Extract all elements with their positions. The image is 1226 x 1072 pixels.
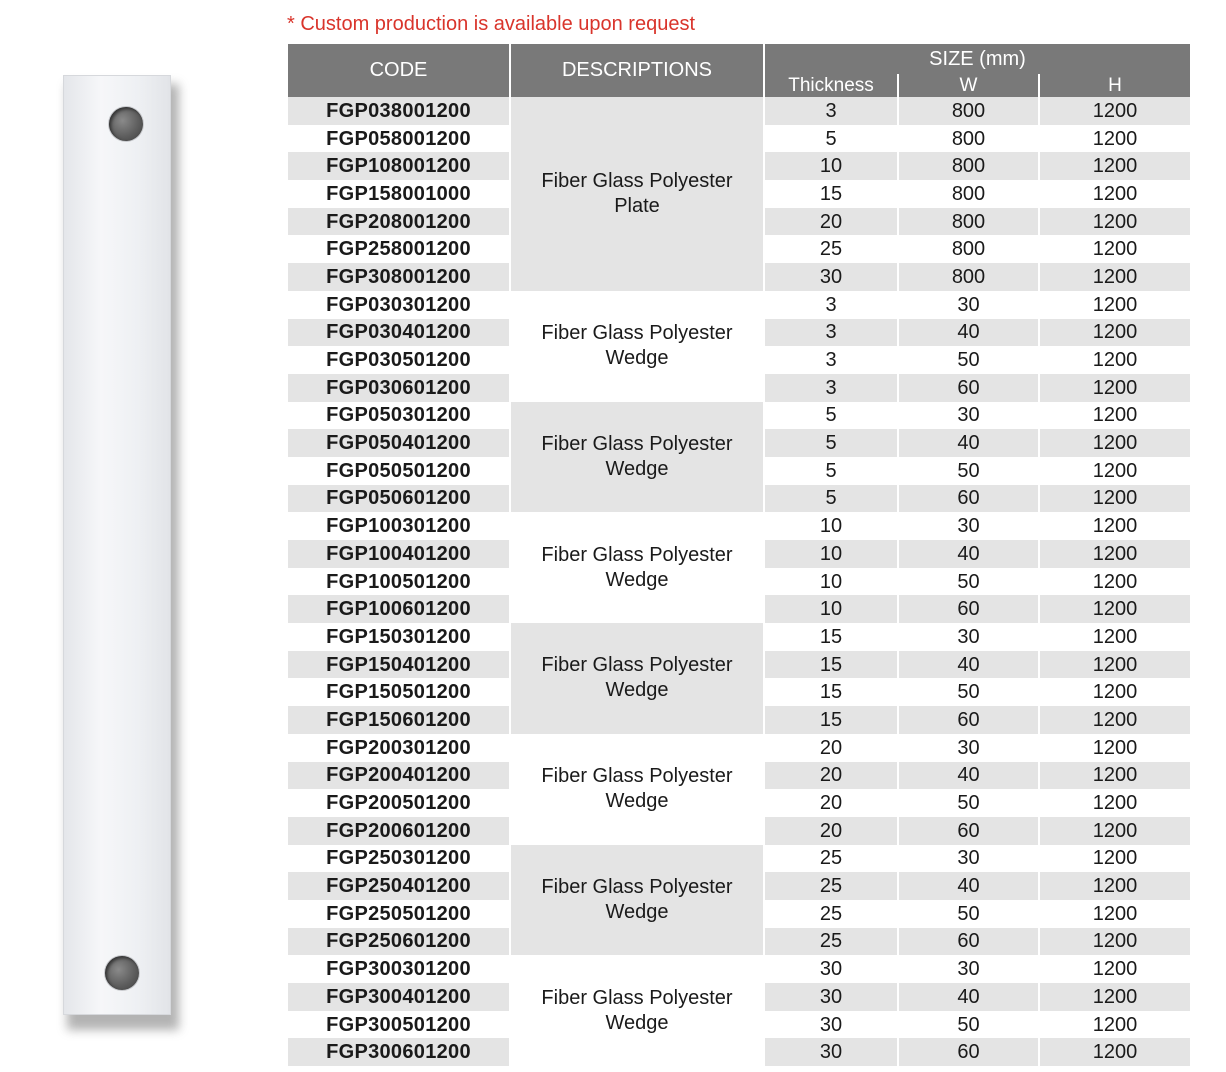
- cell-width: 30: [898, 845, 1039, 873]
- cell-width: 40: [898, 983, 1039, 1011]
- cell-code: FGP200401200: [288, 762, 510, 790]
- cell-description: Fiber Glass Polyester Wedge: [510, 955, 764, 1066]
- header-thickness: Thickness: [764, 73, 898, 97]
- table-row: [288, 97, 1190, 125]
- mounting-hole-top: [109, 107, 143, 141]
- cell-height: 1200: [1092, 349, 1138, 372]
- cell-width: 800: [898, 152, 1039, 180]
- cell-thickness: 3: [764, 346, 898, 374]
- cell-thickness: 3: [764, 374, 898, 402]
- cell-code: FGP300301200: [288, 955, 510, 983]
- cell-height: 1200: [1039, 319, 1190, 347]
- cell-code: FGP250301200: [288, 845, 510, 873]
- cell-width: 30: [898, 512, 1039, 540]
- cell-height: 1200: [1092, 1013, 1138, 1036]
- header-descriptions: DESCRIPTIONS: [510, 44, 764, 97]
- cell-thickness: 5: [764, 429, 898, 457]
- cell-description: Fiber Glass Polyester Plate: [510, 97, 764, 291]
- cell-code: FGP150601200: [288, 706, 510, 734]
- cell-description: Fiber Glass Polyester Wedge: [510, 512, 764, 623]
- cell-code: FGP200501200: [288, 789, 510, 817]
- cell-thickness: 15: [764, 623, 898, 651]
- cell-description: Fiber Glass Polyester Wedge: [510, 734, 764, 845]
- cell-code: FGP030601200: [288, 374, 510, 402]
- table-row: [288, 402, 1190, 430]
- cell-thickness: 20: [764, 734, 898, 762]
- cell-width: 800: [898, 180, 1039, 208]
- cell-thickness: 20: [764, 817, 898, 845]
- cell-thickness: 30: [764, 1038, 898, 1066]
- cell-height: 1200: [1092, 570, 1138, 593]
- cell-height: 1200: [1039, 817, 1190, 845]
- cell-thickness: 30: [764, 1011, 898, 1039]
- cell-height: 1200: [1092, 902, 1138, 925]
- cell-thickness: 30: [764, 955, 898, 983]
- cell-width: 60: [898, 928, 1039, 956]
- cell-height: 1200: [1039, 97, 1190, 125]
- table-header: [288, 44, 1190, 97]
- cell-code: FGP200301200: [288, 734, 510, 762]
- cell-code: FGP200601200: [288, 817, 510, 845]
- cell-height: 1200: [1092, 127, 1138, 150]
- header-code: CODE: [288, 44, 510, 97]
- cell-width: 50: [898, 1011, 1039, 1039]
- cell-width: 60: [898, 595, 1039, 623]
- cell-width: 40: [898, 319, 1039, 347]
- cell-thickness: 5: [764, 457, 898, 485]
- cell-width: 40: [898, 540, 1039, 568]
- cell-width: 60: [898, 817, 1039, 845]
- cell-width: 50: [898, 457, 1039, 485]
- cell-height: 1200: [1039, 152, 1190, 180]
- cell-thickness: 3: [764, 97, 898, 125]
- cell-width: 60: [898, 706, 1039, 734]
- cell-height: 1200: [1092, 681, 1138, 704]
- cell-code: FGP158001000: [288, 180, 510, 208]
- cell-code: FGP308001200: [288, 263, 510, 291]
- cell-code: FGP030301200: [288, 291, 510, 319]
- cell-width: 40: [898, 651, 1039, 679]
- cell-height: 1200: [1092, 736, 1138, 759]
- cell-width: 30: [898, 734, 1039, 762]
- cell-height: 1200: [1092, 515, 1138, 538]
- table-row: [288, 623, 1190, 651]
- header-w: W: [898, 73, 1039, 97]
- cell-height: 1200: [1039, 485, 1190, 513]
- cell-height: 1200: [1039, 374, 1190, 402]
- cell-thickness: 20: [764, 762, 898, 790]
- cell-thickness: 3: [764, 319, 898, 347]
- cell-height: 1200: [1092, 625, 1138, 648]
- cell-height: 1200: [1092, 792, 1138, 815]
- cell-thickness: 15: [764, 678, 898, 706]
- cell-width: 30: [898, 955, 1039, 983]
- fiberglass-plate: [63, 75, 171, 1015]
- cell-width: 50: [898, 900, 1039, 928]
- cell-height: 1200: [1039, 983, 1190, 1011]
- cell-thickness: 20: [764, 789, 898, 817]
- cell-height: 1200: [1039, 651, 1190, 679]
- cell-code: FGP050401200: [288, 429, 510, 457]
- cell-description: Fiber Glass Polyester Wedge: [510, 402, 764, 513]
- cell-width: 40: [898, 429, 1039, 457]
- cell-height: 1200: [1092, 958, 1138, 981]
- cell-thickness: 10: [764, 568, 898, 596]
- header-size: SIZE (mm): [764, 44, 1190, 73]
- cell-thickness: 15: [764, 706, 898, 734]
- cell-height: 1200: [1039, 1038, 1190, 1066]
- cell-code: FGP100501200: [288, 568, 510, 596]
- cell-height: 1200: [1092, 238, 1138, 261]
- cell-width: 800: [898, 208, 1039, 236]
- cell-width: 800: [898, 235, 1039, 263]
- cell-code: FGP150301200: [288, 623, 510, 651]
- cell-code: FGP150501200: [288, 678, 510, 706]
- cell-height: 1200: [1039, 872, 1190, 900]
- cell-width: 30: [898, 623, 1039, 651]
- cell-width: 30: [898, 402, 1039, 430]
- cell-height: 1200: [1092, 182, 1138, 205]
- cell-height: 1200: [1039, 706, 1190, 734]
- cell-code: FGP300601200: [288, 1038, 510, 1066]
- cell-code: FGP038001200: [288, 97, 510, 125]
- cell-thickness: 25: [764, 845, 898, 873]
- cell-code: FGP300501200: [288, 1011, 510, 1039]
- cell-code: FGP100301200: [288, 512, 510, 540]
- cell-thickness: 30: [764, 983, 898, 1011]
- cell-height: 1200: [1092, 459, 1138, 482]
- cell-code: FGP250501200: [288, 900, 510, 928]
- cell-width: 30: [898, 291, 1039, 319]
- table-row: [288, 734, 1190, 762]
- cell-width: 60: [898, 1038, 1039, 1066]
- cell-width: 800: [898, 125, 1039, 153]
- cell-width: 40: [898, 762, 1039, 790]
- cell-code: FGP050501200: [288, 457, 510, 485]
- cell-thickness: 25: [764, 900, 898, 928]
- cell-thickness: 5: [764, 125, 898, 153]
- cell-code: FGP150401200: [288, 651, 510, 679]
- header-h: H: [1039, 73, 1190, 97]
- cell-height: 1200: [1092, 293, 1138, 316]
- cell-thickness: 5: [764, 485, 898, 513]
- cell-height: 1200: [1039, 429, 1190, 457]
- cell-thickness: 10: [764, 152, 898, 180]
- cell-code: FGP050601200: [288, 485, 510, 513]
- cell-thickness: 25: [764, 872, 898, 900]
- cell-thickness: 10: [764, 540, 898, 568]
- cell-height: 1200: [1039, 928, 1190, 956]
- cell-width: 50: [898, 678, 1039, 706]
- cell-height: 1200: [1092, 404, 1138, 427]
- custom-production-note: * Custom production is available upon request: [287, 13, 696, 35]
- cell-thickness: 20: [764, 208, 898, 236]
- cell-code: FGP100401200: [288, 540, 510, 568]
- cell-width: 800: [898, 263, 1039, 291]
- cell-thickness: 10: [764, 512, 898, 540]
- table-row: [288, 291, 1190, 319]
- cell-thickness: 15: [764, 180, 898, 208]
- mounting-hole-bottom: [105, 956, 139, 990]
- cell-height: 1200: [1039, 208, 1190, 236]
- cell-thickness: 25: [764, 928, 898, 956]
- cell-code: FGP030501200: [288, 346, 510, 374]
- cell-description: Fiber Glass Polyester Wedge: [510, 291, 764, 402]
- cell-width: 60: [898, 374, 1039, 402]
- cell-thickness: 25: [764, 235, 898, 263]
- cell-height: 1200: [1039, 595, 1190, 623]
- cell-thickness: 10: [764, 595, 898, 623]
- cell-description: Fiber Glass Polyester Wedge: [510, 845, 764, 956]
- table-row: [288, 845, 1190, 873]
- cell-height: 1200: [1039, 762, 1190, 790]
- cell-code: FGP250401200: [288, 872, 510, 900]
- product-image: [55, 70, 195, 1040]
- product-spec-table: [288, 44, 1190, 1066]
- table-row: [288, 955, 1190, 983]
- cell-width: 800: [898, 97, 1039, 125]
- cell-width: 60: [898, 485, 1039, 513]
- cell-width: 50: [898, 568, 1039, 596]
- cell-code: FGP108001200: [288, 152, 510, 180]
- cell-thickness: 5: [764, 402, 898, 430]
- cell-code: FGP058001200: [288, 125, 510, 153]
- cell-width: 50: [898, 346, 1039, 374]
- table-body: [288, 97, 1190, 1066]
- cell-thickness: 15: [764, 651, 898, 679]
- cell-height: 1200: [1092, 847, 1138, 870]
- cell-thickness: 30: [764, 263, 898, 291]
- cell-code: FGP208001200: [288, 208, 510, 236]
- cell-height: 1200: [1039, 540, 1190, 568]
- cell-code: FGP250601200: [288, 928, 510, 956]
- cell-code: FGP050301200: [288, 402, 510, 430]
- cell-code: FGP258001200: [288, 235, 510, 263]
- cell-code: FGP030401200: [288, 319, 510, 347]
- cell-code: FGP300401200: [288, 983, 510, 1011]
- cell-width: 40: [898, 872, 1039, 900]
- cell-description: Fiber Glass Polyester Wedge: [510, 623, 764, 734]
- cell-thickness: 3: [764, 291, 898, 319]
- cell-width: 50: [898, 789, 1039, 817]
- cell-code: FGP100601200: [288, 595, 510, 623]
- cell-height: 1200: [1039, 263, 1190, 291]
- table-row: [288, 512, 1190, 540]
